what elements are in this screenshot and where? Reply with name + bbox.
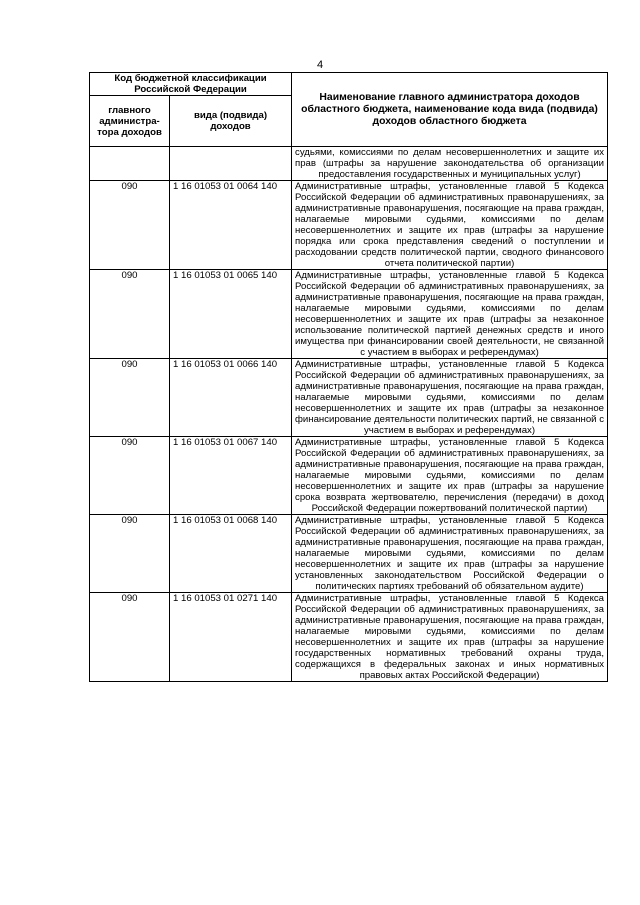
- table-row: [90, 515, 608, 593]
- income-description: Административные штрафы, установленные главой 5 Кодекса Российской Федерации об административных правонарушениях, за административные правонарушения, посягающие на права граждан, налагаемые мировыми судьями, комиссиями по делам несовершеннолетних и защите их прав (штрафы за незаконное использование политической партией денежных средств и иного имущества при финансировании своей деятельности, не связанной с участием в выборах и референдумах): [292, 270, 608, 359]
- income-code: 1 16 01053 01 0271 140: [170, 593, 292, 682]
- admin-code: 090: [90, 437, 170, 515]
- table-row: [90, 359, 608, 437]
- income-description: Административные штрафы, установленные главой 5 Кодекса Российской Федерации об административных правонарушениях, за административные правонарушения, посягающие на права граждан, налагаемые мировыми судьями, комиссиями по делам несовершеннолетних и защите их прав (штрафы за нарушение государственных нормативных требований охраны труда, содержащихся в федеральных законах и иных нормативных правовых актах Российской Федерации): [292, 593, 608, 682]
- admin-code: 090: [90, 593, 170, 682]
- continuation-code-cell: [170, 147, 292, 181]
- income-description: Административные штрафы, установленные главой 5 Кодекса Российской Федерации об административных правонарушениях, за административные правонарушения, посягающие на права граждан, налагаемые мировыми судьями, комиссиями по делам несовершеннолетних и защите их прав (штрафы за нарушение установленных законодательством Российской Федерации о политических партиях требований об обязательном аудите): [292, 515, 608, 593]
- admin-code: 090: [90, 181, 170, 270]
- header-admin: главного администра-тора доходов: [90, 96, 170, 147]
- table-row: [90, 270, 608, 359]
- admin-code: 090: [90, 359, 170, 437]
- table-row: [90, 437, 608, 515]
- income-description: Административные штрафы, установленные главой 5 Кодекса Российской Федерации об административных правонарушениях, за административные правонарушения, посягающие на права граждан, налагаемые мировыми судьями, комиссиями по делам несовершеннолетних и защите их прав (штрафы за нарушение срока возврата жертвователю, перечисления (передачи) в доход Российской Федерации пожертвований политической партии): [292, 437, 608, 515]
- header-classification-code: Код бюджетной классификации Российской Федерации: [90, 73, 292, 96]
- table-row: [90, 181, 608, 270]
- income-description: Административные штрафы, установленные главой 5 Кодекса Российской Федерации об административных правонарушениях, за административные правонарушения, посягающие на права граждан, налагаемые мировыми судьями, комиссиями по делам несовершеннолетних и защите их прав (штрафы за незаконное финансирование деятельности политических партий, не связанной с участием в выборах и референдумах): [292, 359, 608, 437]
- header-name: Наименование главного администратора доходов областного бюджета, наименование кода вида (подвида) доходов областного бюджета: [292, 73, 608, 147]
- income-code: 1 16 01053 01 0067 140: [170, 437, 292, 515]
- page-number: 4: [316, 59, 324, 71]
- admin-code: 090: [90, 270, 170, 359]
- income-code: 1 16 01053 01 0066 140: [170, 359, 292, 437]
- continuation-description: судьями, комиссиями по делам несовершеннолетних и защите их прав (штрафы за нарушение законодательства об организации предоставления государственных и муниципальных услуг): [292, 147, 608, 181]
- header-code: вида (подвида) доходов: [170, 96, 292, 147]
- income-description: Административные штрафы, установленные главой 5 Кодекса Российской Федерации об административных правонарушениях, за административные правонарушения, посягающие на права граждан, налагаемые мировыми судьями, комиссиями по делам несовершеннолетних и защите их прав (штрафы за нарушение порядка или срока представления сведений о поступлении и расходовании средств политической партии, сводного финансового отчета политической партии): [292, 181, 608, 270]
- income-code: 1 16 01053 01 0065 140: [170, 270, 292, 359]
- table-row: [90, 593, 608, 682]
- admin-code: 090: [90, 515, 170, 593]
- income-code: 1 16 01053 01 0064 140: [170, 181, 292, 270]
- budget-classification-table: [89, 72, 608, 682]
- continuation-admin-cell: [90, 147, 170, 181]
- table-row-continuation: [90, 147, 608, 181]
- income-code: 1 16 01053 01 0068 140: [170, 515, 292, 593]
